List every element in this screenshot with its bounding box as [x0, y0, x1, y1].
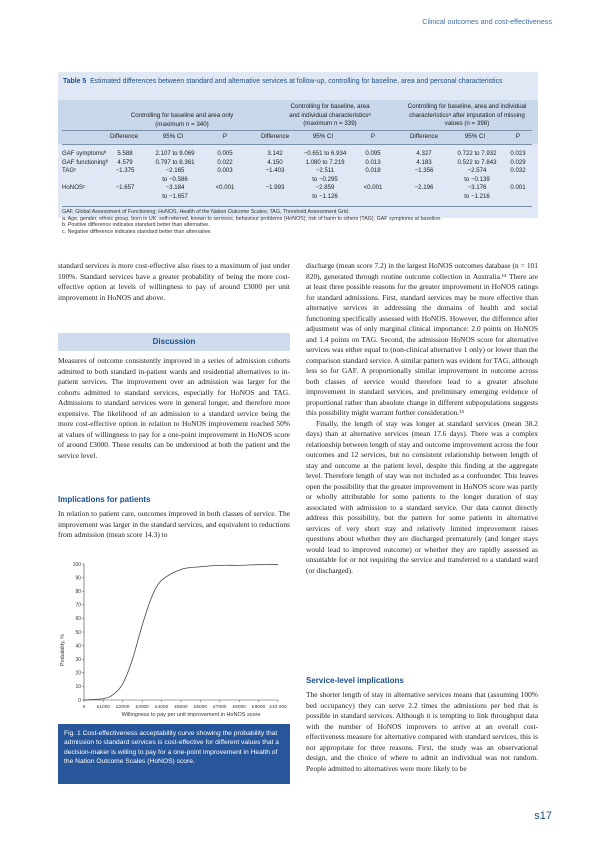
x-tick-label: £9000 — [251, 705, 266, 710]
table-cell: 4.327 — [416, 150, 432, 157]
x-tick-label: 0 — [82, 705, 86, 710]
table-cell: 0.001 — [510, 184, 526, 192]
table-rule — [62, 206, 532, 207]
table-footnote: c. Negative difference indicates standard better than alternative. — [62, 228, 212, 235]
table-cell: to −1.657 — [162, 193, 188, 200]
col-header: Difference — [409, 133, 439, 140]
table-cell: 4.183 — [416, 158, 432, 166]
col-header: P — [515, 133, 521, 140]
y-tick-label: 70 — [75, 602, 81, 609]
left-paragraph-3: In relation to patient care, outcomes improved in both classes of service. The improvement was larger in the standard services, and equivalent to reductions from admission (mean score 14.3) to — [58, 509, 290, 539]
discussion-heading: Discussion — [152, 337, 196, 346]
table-cell: 5.588 — [117, 150, 133, 157]
table-cell: −1.657 — [115, 184, 135, 192]
x-tick-label: £7000 — [213, 705, 227, 710]
x-tick-label: £2000 — [116, 705, 130, 710]
y-tick-label: 0 — [78, 697, 81, 704]
table-label: Table 5 — [63, 78, 87, 85]
y-tick-label: 100 — [72, 561, 81, 568]
table-footnote: GAF, Global Assessment of Functioning; HoNOS, Health of the Nation Outcome Scales; TAG, Threshold Assessment Grid. — [62, 209, 350, 215]
table-cell: to −1.126 — [312, 193, 338, 200]
table-cell: 4.579 — [117, 158, 133, 166]
table-cell: 4.150 — [267, 158, 283, 166]
x-tick-label: £4000 — [154, 705, 169, 710]
table-cell: to −0.586 — [162, 175, 188, 183]
x-tick-label: £1000 — [96, 705, 111, 710]
table-cell: to −0.295 — [312, 175, 338, 183]
table-rule — [62, 130, 532, 131]
col-header: 95% CI — [464, 133, 486, 140]
table-rule — [62, 144, 532, 145]
col-header: Difference — [109, 133, 139, 140]
y-tick-label: 60 — [75, 616, 81, 623]
left-paragraph-2: Measures of outcome consistently improved in a series of admission cohorts admitted to both standard in-patient wards and residential alternatives to in-patient services. The improvement over an admission was larger for the cohorts admitted to standard services, especially for HoNOS and TAG. Admissions to standard services were in general longer, and therefore more expensive. The likelihood of an admission to a standard service being the more cost-effective option in relation to HoNOS improvement reached 50% at values of willingness to pay for a one-point improvement in HoNOS score of around £3000. These results can be understood at both the patient and the service level. — [58, 356, 290, 460]
table-cell: 0.005 — [217, 150, 233, 157]
row-label: GAF functioningᵇ — [62, 158, 108, 166]
right-paragraph-2: Finally, the length of stay was longer at standard services (mean 38.2 days) than at alternative services (mean 17.6 days). There was a complex relationship between length of stay and outcome improvement across the four outcomes and 12 services, but no consistent relationship between length of stay and outcome at the patient level, despite this finding at the aggregate level. Therefore length of stay was not included as a confounder. This leaves open the possibility that the greater improvement in HoNOS score was partly or wholly attributable for some patients to the longer duration of stay associated with admission to a standard service. Our data cannot directly address this possibility, but the pattern for some patients in alternative services of very short stay and relatively limited improvement raises questions about whether they are discharged prematurely (and longer stays would lead to improved outcome) or whether they are rapidly assessed as unsuitable for or not requiring the service and transferred to a standard ward (or discharged). — [306, 418, 538, 575]
table-cell: −2.574 — [467, 167, 487, 175]
table-cell: 0.095 — [365, 150, 381, 157]
table-cell: to −1.216 — [464, 193, 490, 200]
table-footnote: b. Positive difference indicates standard better than alternative. — [62, 222, 210, 228]
table-cell: −0.651 to 6.934 — [303, 150, 347, 157]
table-caption: Estimated differences between standard and alternative services at follow-up, controlling for baseline, area and personal characteristics — [90, 78, 503, 85]
service-level-heading: Service-level implications — [306, 676, 404, 685]
table-cell: 0.722 to 7.932 — [457, 150, 497, 157]
row-label: TAGᶜ — [62, 167, 77, 175]
x-axis-label: Willingness to pay per unit improvement in HoNOS score — [121, 712, 261, 718]
x-tick-label: £3000 — [135, 705, 149, 710]
table-cell: 0.029 — [510, 158, 526, 166]
ceac-chart — [58, 560, 290, 720]
table-cell: 0.023 — [510, 150, 526, 157]
table-cell: to −0.139 — [464, 175, 490, 183]
x-tick-label: £10 000 — [269, 705, 287, 710]
table-cell: 0.032 — [510, 167, 526, 175]
running-head: Clinical outcomes and cost-effectiveness — [422, 17, 552, 26]
table-cell: 0.022 — [217, 158, 233, 166]
col-header: 95% CI — [312, 133, 334, 140]
table-cell: −2.196 — [414, 184, 434, 192]
table-cell: 0.013 — [365, 158, 381, 166]
table-cell: 0.018 — [365, 167, 381, 175]
col-header: P — [370, 133, 376, 140]
table-cell: −2.859 — [315, 184, 335, 192]
table-cell: <0.001 — [215, 184, 235, 192]
right-paragraph-1: discharge (mean score 7.2) in the largest HoNOS outcomes database (n = 101 820), generated through routine outcome collection in Australia.¹⁴ There are at least three possible reasons for the greater improvement in HoNOS ratings for standard admissions. First, standard services may be more effective than alternative services in addressing the domains of health and social functioning specifically assessed with HoNOS. However, the difference after adjustment was of only marginal clinical importance: 2.0 points on HoNOS and 1.4 points on TAG. Second, the admission HoNOS score for alternative services was either equal to (non-clinical alternative 1 only) or lower than the comparison standard service. A similar pattern was evident for TAG, although less so for GAF. A proportionally similar improvement in outcome across both classes of service would therefore lead to a greater absolute improvement in standard services, and preliminary emerging evidence of proportional rather than absolute change in different subpopulations suggests this possibility might warrant further consideration.¹⁵ Finally, the length of stay was longer at standard services (mean 38.2 days) than at alternative services (mean 17.6 days). There was a complex relationship between length of stay and outcome improvement across the four outcomes and 12 services, but no consistent relationship between length of stay and outcome at the patient level, despite this finding at the aggregate level. Therefore length of stay was not included as a confounder. This leaves open the possibility that the greater improvement in HoNOS score was partly or wholly attributable for some patients to the longer duration of stay associated with admission to a standard service. Our data cannot directly address this possibility, but the pattern for some patients in alternative services of very short stay and relatively limited improvement raises questions about whether they are discharged prematurely (and longer stays would lead to improved outcome) or whether they are rapidly assessed as unsuitable for or not requiring the service and transferred to a standard ward (or discharged). — [306, 261, 538, 575]
y-tick-label: 40 — [75, 643, 81, 650]
row-label: HoNOSᶜ — [62, 184, 86, 192]
table-group-header-2: Controlling for baseline, area and individual characteristicsᵃ (maximum n = 339) — [289, 103, 371, 128]
y-tick-label: 30 — [75, 657, 81, 663]
table-cell: 1.080 to 7.219 — [305, 158, 345, 166]
col-header: Difference — [260, 133, 290, 140]
y-tick-label: 50 — [75, 629, 81, 636]
table-title — [63, 77, 533, 87]
table-cell: −1.993 — [265, 184, 285, 192]
y-tick-label: 20 — [75, 670, 81, 677]
table-cell: 0.797 to 8.361 — [155, 158, 195, 166]
figure-caption: Fig. 1 Cost-effectiveness acceptability curve showing the probability that admission to standard services is cost-effective for different values that a decision-maker is willing to pay for a one-point improvement in Health of the Nation Outcome Scales (HoNOS) score. — [64, 730, 279, 766]
table-cell: −3.176 — [467, 184, 487, 192]
y-tick-label: 10 — [75, 684, 81, 691]
left-paragraph-1: standard services is more cost-effective also rises to a maximum of just under 100%. Standard services have a greater probability of being the more cost-effective option at levels of willingness to pay of around £3000 per unit improvement in HoNOS and above. — [58, 261, 290, 302]
table-cell: <0.001 — [363, 184, 383, 192]
y-tick-label: 80 — [75, 589, 81, 595]
table-cell: −1.356 — [414, 167, 434, 175]
table-cell: −3.184 — [165, 184, 185, 192]
table-cell: 0.522 to 7.843 — [457, 158, 497, 166]
table-cell: 0.003 — [217, 167, 233, 175]
table-cell: −2.165 — [165, 167, 185, 175]
x-tick-label: £5000 — [174, 705, 188, 710]
table-cell: 2.107 to 9.069 — [155, 150, 195, 157]
right-paragraph-3: The shorter length of stay in alternative services means that (assuming 100% bed occupancy) they can serve 2.2 times the admissions per bed that is possible in standard services. Although it is tempting to link throughput data with the number of HoNOS improvers to arrive at an overall cost-effectiveness measure for alternative compared with standard services, this is not appropriate for three reasons. First, the study was an observational design, and the choice of where to admit an individual was not random. People admitted to alternatives were more likely to be — [306, 690, 538, 773]
table-cell: −1.375 — [115, 167, 135, 175]
table-group-header-1: Controlling for baseline and area only (maximum n = 340) — [130, 112, 234, 128]
table-cell: −2.511 — [315, 167, 335, 175]
table-group-header-3: Controlling for baseline, area and individual characteristicsᵃ after imputation of missing values (n = 398) — [407, 103, 527, 128]
table-footnote: a. Age, gender, ethnic group, born in UK, self-referred, known to services, behaviour problems (HoNOS), risk of harm to others (TAG), GAF symptoms at baseline. — [62, 215, 442, 222]
x-tick-label: £8000 — [232, 705, 246, 710]
col-header: 95% CI — [162, 133, 184, 140]
table-row-continuation — [62, 193, 532, 202]
table-cell: −1.403 — [265, 167, 285, 175]
table-cell: 3.142 — [267, 150, 283, 157]
implications-heading: Implications for patients — [58, 495, 151, 504]
row-label: GAF symptomsᵇ — [62, 150, 107, 157]
y-axis-label: Probability, % — [60, 634, 66, 666]
y-tick-label: 90 — [75, 575, 81, 582]
x-tick-label: £6000 — [193, 705, 208, 710]
page-number: s17 — [534, 810, 552, 822]
ceac-curve — [84, 565, 278, 700]
col-header: P — [222, 133, 228, 140]
